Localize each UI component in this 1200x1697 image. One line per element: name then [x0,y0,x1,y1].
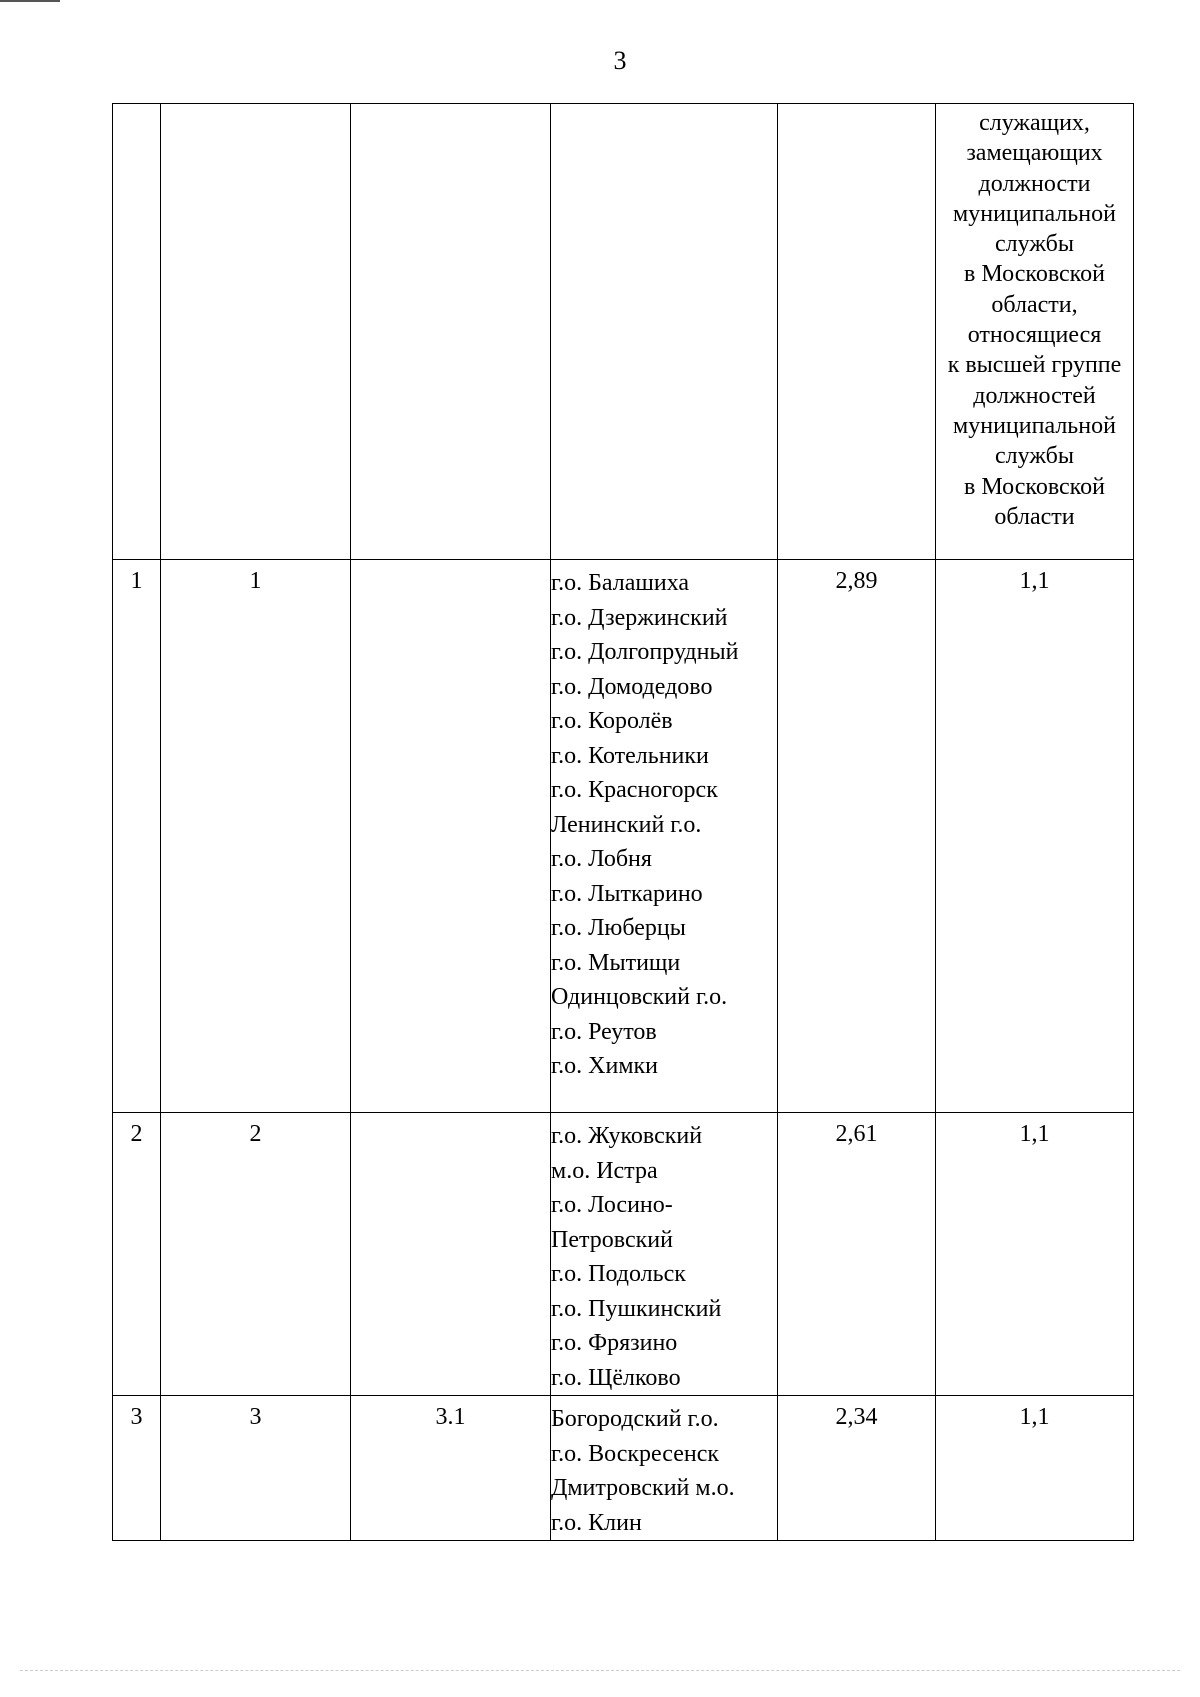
subgroup-number [351,560,550,566]
district-name: г.о. Лосино- [551,1192,673,1218]
district-name: Одинцовский г.о. [551,984,728,1010]
district-name: г.о. Пушкинский [551,1295,722,1322]
district-name: г.о. Реутов [551,1018,657,1045]
senior-coefficient-value: 1,1 [1019,1404,1050,1430]
district-name: г.о. Химки [551,1053,659,1079]
district-name: г.о. Котельники [551,742,709,769]
table-row [113,1113,1134,1396]
header-cell-6 [936,104,1134,560]
district-name: Дмитровский м.о. [551,1475,735,1501]
scan-edge-line [20,1670,1180,1671]
district-name: г.о. Дзержинский [551,604,728,631]
header-cell-5 [778,104,936,560]
header-cell-2 [161,104,351,560]
district-list [551,1113,777,1395]
district-name: Богородский г.о. [551,1406,719,1432]
district-name: г.о. Воскресенск [551,1440,720,1467]
group-number: 3 [249,1404,262,1430]
group-number: 1 [249,568,262,594]
district-list [551,1396,777,1540]
district-name: г.о. Долгопрудный [551,639,739,665]
district-name: г.о. Клин [551,1509,642,1536]
district-name: г.о. Жуковский [551,1123,703,1149]
coefficient-value: 2,34 [835,1404,878,1430]
header-cell-4 [551,104,778,560]
district-name: м.о. Истра [551,1157,658,1184]
district-name: г.о. Подольск [551,1261,686,1287]
row-number: 3 [130,1404,143,1430]
group-number: 2 [249,1121,262,1147]
table-row [113,560,1134,1113]
district-name: г.о. Балашиха [551,570,690,596]
district-name: г.о. Лобня [551,846,652,872]
district-name: г.о. Красногорск [551,777,718,803]
district-name: Петровский [551,1226,673,1253]
district-name: г.о. Фрязино [551,1330,678,1356]
header-cell-6-text: служащих, замещающих должности муниципальной службы в Московской области, относящиеся к высшей группе должностей муниципальной службы в Московской области [947,110,1122,530]
district-name: Ленинский г.о. [551,811,702,838]
corner-mark [0,0,60,2]
subgroup-number [351,1113,550,1119]
header-cell-1 [113,104,161,560]
row-number: 1 [130,568,143,594]
district-name: г.о. Лыткарино [551,880,703,907]
subgroup-number: 3.1 [435,1404,466,1430]
district-name: г.о. Домодедово [551,673,713,700]
header-cell-3 [351,104,551,560]
row-number: 2 [130,1121,143,1147]
coefficients-table [112,103,1134,1541]
district-name: г.о. Королёв [551,708,673,734]
coefficient-value: 2,89 [835,568,878,594]
table-row [113,1396,1134,1541]
district-name: г.о. Мытищи [551,949,681,976]
district-name: г.о. Щёлково [551,1364,681,1391]
district-name: г.о. Люберцы [551,915,686,941]
table-header-row [113,104,1134,560]
senior-coefficient-value: 1,1 [1019,1121,1050,1147]
senior-coefficient-value: 1,1 [1019,568,1050,594]
page-number: 3 [613,46,627,75]
district-list [551,560,777,1084]
coefficient-value: 2,61 [835,1121,878,1147]
